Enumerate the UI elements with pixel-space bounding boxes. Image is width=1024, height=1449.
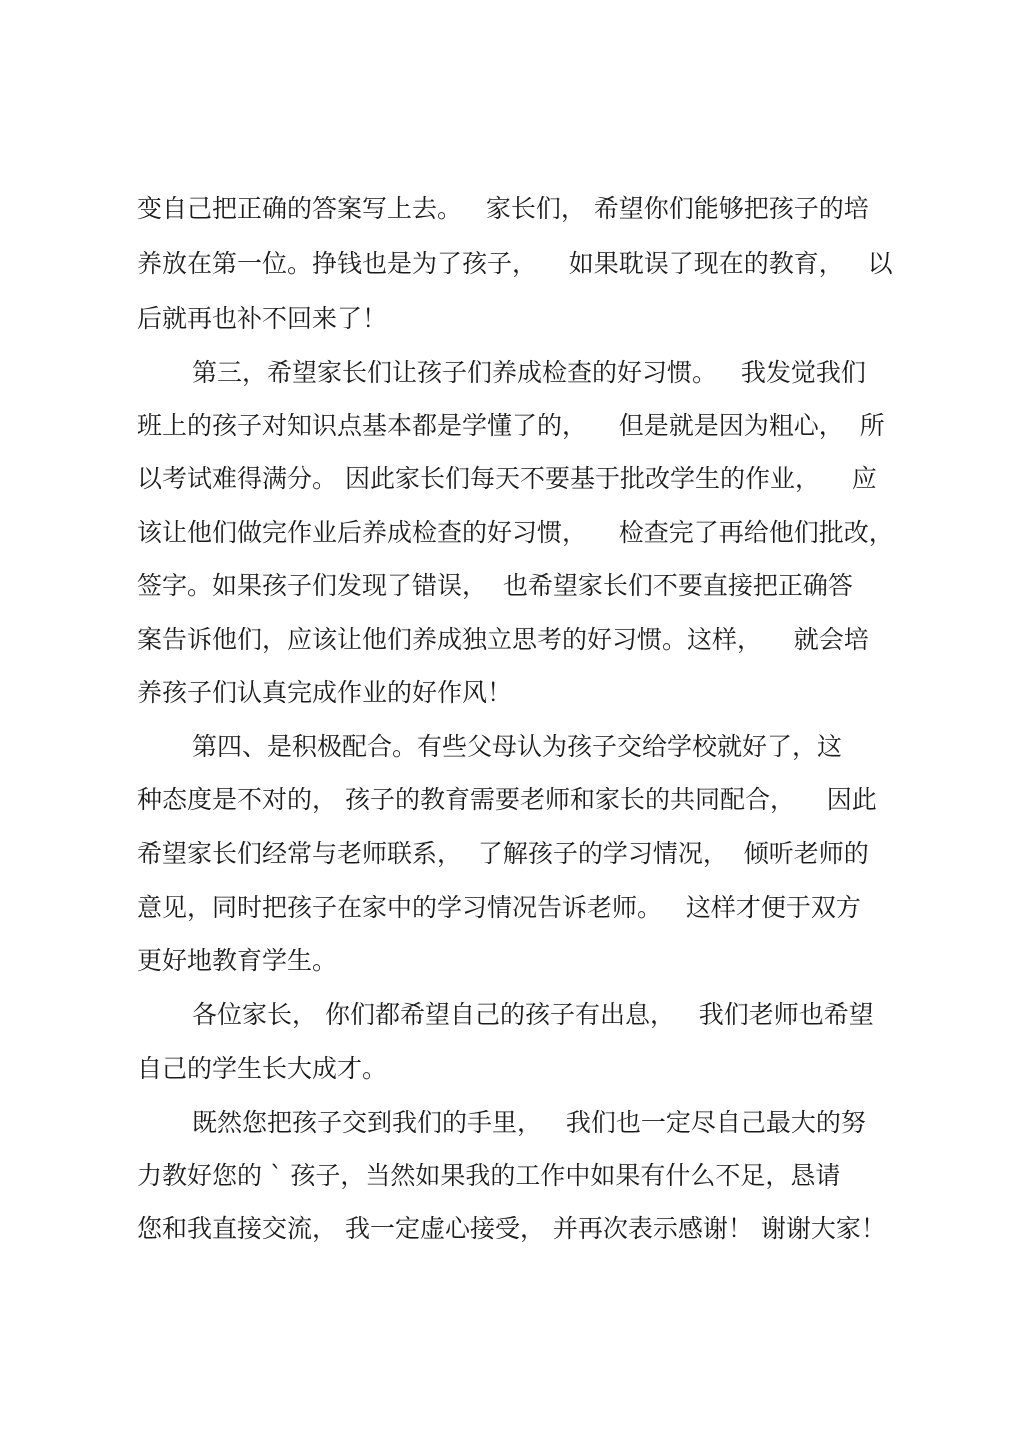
text-line: 力教好您的 ` 孩子，当然如果我的工作中如果有什么不足，恳请: [137, 1161, 841, 1190]
paragraph-start-line: 第三，希望家长们让孩子们养成检查的好习惯。 我发觉我们: [192, 358, 866, 387]
text-line: 自己的学生长大成才。: [137, 1054, 388, 1083]
text-line: 您和我直接交流， 我一定虚心接受， 并再次表示感谢！ 谢谢大家！: [137, 1214, 886, 1243]
text-line: 更好地教育学生。: [137, 946, 338, 975]
text-line: 案告诉他们，应该让他们养成独立思考的好习惯。这样， 就会培: [137, 625, 869, 654]
text-line: 种态度是不对的， 孩子的教育需要老师和家长的共同配合， 因此: [137, 785, 877, 814]
paragraph-start-line: 各位家长， 你们都希望自己的孩子有出息， 我们老师也希望: [192, 1000, 874, 1029]
text-line: 变自己把正确的答案写上去。 家长们， 希望你们能够把孩子的培: [137, 194, 869, 223]
text-line: 意见，同时把孩子在家中的学习情况告诉老师。 这样才便于双方: [137, 893, 861, 922]
text-line: 班上的孩子对知识点基本都是学懂了的， 但是就是因为粗心， 所: [137, 411, 885, 440]
paragraph-start-line: 第四、是积极配合。有些父母认为孩子交给学校就好了，这: [192, 732, 843, 761]
text-line: 以考试难得满分。 因此家长们每天不要基于批改学生的作业， 应: [137, 464, 877, 493]
text-line: 养放在第一位。挣钱也是为了孩子， 如果耽误了现在的教育， 以: [137, 249, 893, 278]
text-line: 希望家长们经常与老师联系， 了解孩子的学习情况， 倾听老师的: [137, 839, 869, 868]
text-line: 签字。如果孩子们发现了错误， 也希望家长们不要直接把正确答: [137, 571, 853, 600]
text-line: 养孩子们认真完成作业的好作风！: [137, 678, 513, 707]
text-line: 后就再也补不回来了！: [137, 304, 388, 333]
text-line: 该让他们做完作业后养成检查的好习惯， 检查完了再给他们批改，: [137, 518, 894, 547]
paragraph-start-line: 既然您把孩子交到我们的手里， 我们也一定尽自己最大的努: [192, 1108, 866, 1137]
